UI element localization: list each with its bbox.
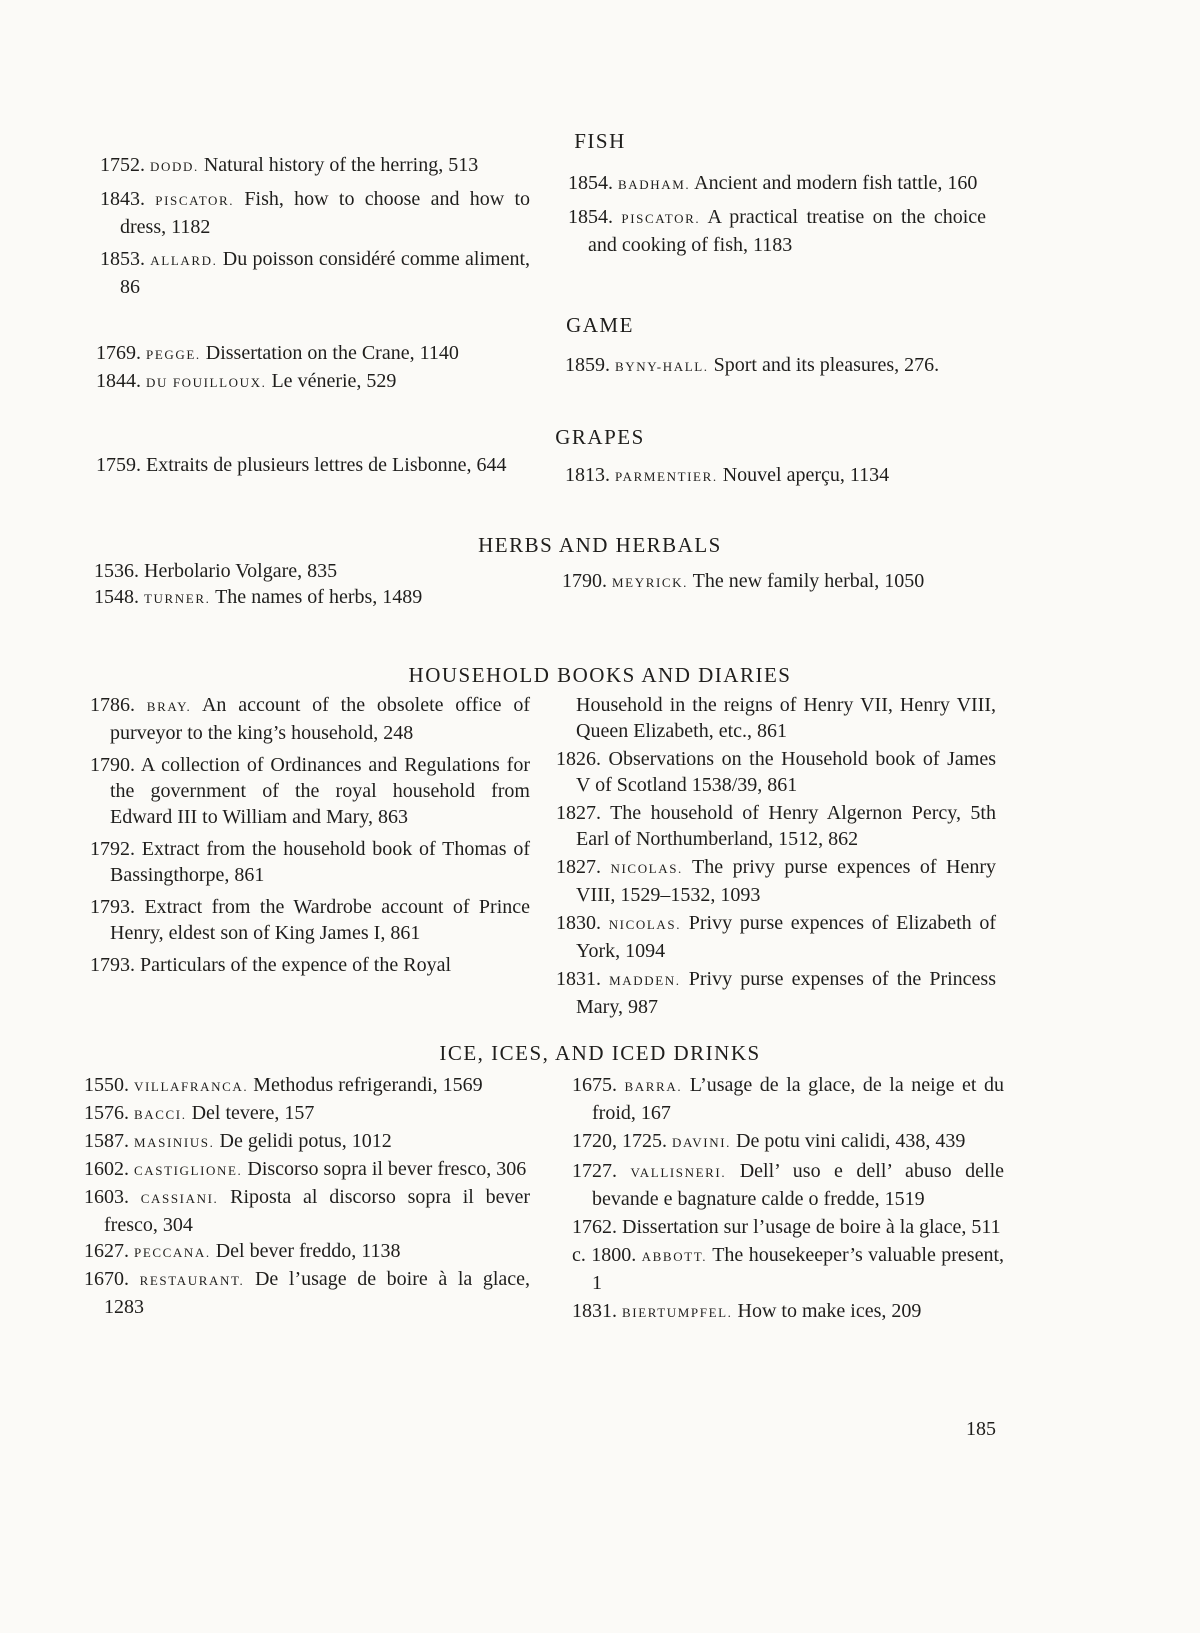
entry-author: ABBOTT. bbox=[641, 1249, 708, 1264]
entry-title: Household in the reigns of Henry VII, Henry VIII, Queen Elizabeth, etc., 861 bbox=[576, 694, 996, 742]
entry-year: 1831. bbox=[572, 1300, 617, 1322]
entry-year: 1843. bbox=[100, 188, 145, 210]
entry-title: Extraits de plusieurs lettres de Lisbonne, 644 bbox=[146, 454, 507, 476]
list-item bbox=[90, 752, 530, 830]
entry-title: The names of herbs, 1489 bbox=[215, 586, 423, 608]
list-item bbox=[572, 1072, 1004, 1126]
entry-title: De l’usage de boire à la glace, 1283 bbox=[104, 1268, 531, 1318]
entry-year: 1602. bbox=[84, 1158, 129, 1180]
section-heading-grapes: GRAPES bbox=[555, 425, 645, 449]
entry-year: 1854. bbox=[568, 206, 613, 228]
entry-title: Extract from the Wardrobe account of Prince Henry, eldest son of King James I, 861 bbox=[110, 896, 531, 944]
entry-author: PISCATOR. bbox=[155, 193, 235, 208]
entry-author: PISCATOR. bbox=[621, 211, 701, 226]
list-item bbox=[568, 170, 986, 198]
entry-title: Del tevere, 157 bbox=[191, 1102, 315, 1124]
entry-author: NICOLAS. bbox=[608, 917, 682, 932]
entry-year: 1727. bbox=[572, 1160, 617, 1182]
entry-title: Dissertation on the Crane, 1140 bbox=[205, 342, 459, 364]
entry-author: ALLARD. bbox=[150, 253, 218, 268]
household-right-column bbox=[556, 692, 996, 1022]
section-heading-fish: FISH bbox=[574, 129, 626, 153]
entry-title: Dell’ uso e dell’ abuso delle bevande e bagnature calde o fredde, 1519 bbox=[592, 1160, 1005, 1210]
list-item bbox=[572, 1298, 1004, 1326]
grapes-right-column bbox=[565, 462, 995, 496]
entry-title: Le vénerie, 529 bbox=[271, 370, 397, 392]
entry-year: 1827. bbox=[556, 856, 601, 878]
list-item bbox=[565, 352, 995, 380]
entry-author: NICOLAS. bbox=[610, 861, 683, 876]
entry-year: 1759. bbox=[96, 454, 141, 476]
entry-author: TURNER. bbox=[144, 591, 211, 606]
entry-year: 1603. bbox=[84, 1186, 129, 1208]
entry-year: 1793. bbox=[90, 896, 135, 918]
list-item bbox=[84, 1184, 530, 1238]
entry-author: BACCI. bbox=[134, 1107, 187, 1122]
entry-year: 1792. bbox=[90, 838, 135, 860]
list-item bbox=[572, 1158, 1004, 1212]
entry-year: 1587. bbox=[84, 1130, 129, 1152]
ice-right-column bbox=[572, 1072, 1004, 1328]
entry-author: BARRA. bbox=[624, 1079, 683, 1094]
entry-author: BADHAM. bbox=[618, 177, 691, 192]
section-heading-herbs: HERBS AND HERBALS bbox=[478, 533, 722, 557]
entry-year: 1831. bbox=[556, 968, 601, 990]
entry-author: BYNY-HALL. bbox=[615, 359, 709, 374]
list-item bbox=[84, 1100, 530, 1128]
ice-left-column bbox=[84, 1072, 530, 1320]
entry-title: L’usage de la glace, de la neige et du froid, 167 bbox=[592, 1074, 1005, 1124]
entry-year: 1720, 1725. bbox=[572, 1130, 667, 1152]
list-item bbox=[90, 836, 530, 888]
entry-title: Herbolario Volgare, 835 bbox=[144, 560, 338, 582]
list-item bbox=[94, 584, 530, 612]
entry-title: Ancient and modern fish tattle, 160 bbox=[694, 172, 978, 194]
list-item bbox=[562, 568, 996, 596]
list-item bbox=[90, 952, 530, 978]
list-item bbox=[84, 1128, 530, 1156]
entry-author: DU FOUILLOUX. bbox=[146, 375, 267, 390]
entry-year: 1830. bbox=[556, 912, 601, 934]
entry-title: A practical treatise on the choice and cooking of fish, 1183 bbox=[588, 206, 987, 256]
entry-year: 1813. bbox=[565, 464, 610, 486]
list-item bbox=[100, 152, 530, 180]
entry-author: PEGGE. bbox=[146, 347, 201, 362]
entry-title: The housekeeper’s valuable present, 1 bbox=[592, 1244, 1004, 1294]
entry-year: 1627. bbox=[84, 1240, 129, 1262]
entry-year: 1762. bbox=[572, 1216, 617, 1238]
list-item bbox=[556, 800, 996, 852]
list-item bbox=[96, 368, 530, 396]
section-heading-household: HOUSEHOLD BOOKS AND DIARIES bbox=[408, 663, 792, 687]
entry-year: 1548. bbox=[94, 586, 139, 608]
entry-author: DODD. bbox=[150, 159, 199, 174]
entry-title: Nouvel aperçu, 1134 bbox=[722, 464, 890, 486]
entry-year: 1550. bbox=[84, 1074, 129, 1096]
list-item bbox=[84, 1072, 530, 1100]
game-left-column bbox=[96, 340, 530, 402]
entry-title: Observations on the Household book of James V of Scotland 1538/39, 861 bbox=[576, 748, 996, 796]
entry-author: BRAY. bbox=[146, 699, 192, 714]
entry-title: The privy purse expences of Henry VIII, 1529–1532, 1093 bbox=[576, 856, 997, 906]
entry-year: 1827. bbox=[556, 802, 601, 824]
entry-year: 1786. bbox=[90, 694, 135, 716]
entry-author: PECCANA. bbox=[134, 1245, 211, 1260]
entry-author: VALLISNERI. bbox=[630, 1165, 727, 1180]
list-item bbox=[100, 186, 530, 240]
entry-year: 1793. bbox=[90, 954, 135, 976]
entry-author: MASINIUS. bbox=[134, 1135, 215, 1150]
list-item bbox=[90, 894, 530, 946]
entry-author: VILLAFRANCA. bbox=[134, 1079, 249, 1094]
entry-author: BIERTUMPFEL. bbox=[622, 1305, 733, 1320]
entry-author: DAVINI. bbox=[672, 1135, 731, 1150]
list-item bbox=[100, 246, 530, 300]
entry-author: CASTIGLIONE. bbox=[134, 1163, 243, 1178]
entry-year: 1854. bbox=[568, 172, 613, 194]
list-item bbox=[572, 1214, 1004, 1240]
section-heading-game: GAME bbox=[566, 313, 634, 337]
entry-author: MADDEN. bbox=[609, 973, 681, 988]
entry-year: 1853. bbox=[100, 248, 145, 270]
entry-title: Du poisson considéré comme aliment, 86 bbox=[120, 248, 530, 298]
list-item bbox=[572, 1242, 1004, 1296]
entry-year: 1844. bbox=[96, 370, 141, 392]
herbs-left-column bbox=[94, 558, 530, 618]
entry-title: Extract from the household book of Thomas of Bassingthorpe, 861 bbox=[110, 838, 530, 886]
entry-author: RESTAURANT. bbox=[139, 1273, 245, 1288]
fish-left-column bbox=[100, 152, 530, 306]
list-item bbox=[84, 1156, 530, 1184]
page-number: 185 bbox=[966, 1418, 996, 1440]
list-item bbox=[556, 746, 996, 798]
entry-year: c. 1800. bbox=[572, 1244, 637, 1266]
list-item bbox=[90, 692, 530, 746]
herbs-right-column bbox=[562, 568, 996, 602]
entry-year: 1675. bbox=[572, 1074, 617, 1096]
entry-title: Methodus refrigerandi, 1569 bbox=[253, 1074, 483, 1096]
entry-title: How to make ices, 209 bbox=[737, 1300, 922, 1322]
entry-year: 1790. bbox=[90, 754, 135, 776]
entry-year: 1536. bbox=[94, 560, 139, 582]
entry-title: Discorso sopra il bever fresco, 306 bbox=[247, 1158, 527, 1180]
list-item-continued bbox=[556, 692, 996, 744]
list-item bbox=[84, 1266, 530, 1320]
grapes-left-column bbox=[96, 452, 530, 484]
entry-year: 1670. bbox=[84, 1268, 129, 1290]
entry-title: Dissertation sur l’usage de boire à la glace, 511 bbox=[622, 1216, 1001, 1238]
list-item bbox=[565, 462, 995, 490]
entry-title: Del bever freddo, 1138 bbox=[215, 1240, 401, 1262]
entry-title: A collection of Ordinances and Regulations for the government of the royal household from Edward III to William and Mary, 863 bbox=[110, 754, 530, 828]
fish-right-column bbox=[568, 170, 986, 264]
entry-title: An account of the obsolete office of purveyor to the king’s household, 248 bbox=[110, 694, 530, 744]
entry-title: Fish, how to choose and how to dress, 1182 bbox=[120, 188, 531, 238]
entry-author: CASSIANI. bbox=[140, 1191, 219, 1206]
entry-year: 1826. bbox=[556, 748, 601, 770]
entry-year: 1790. bbox=[562, 570, 607, 592]
entry-title: Privy purse expences of Elizabeth of York, 1094 bbox=[576, 912, 996, 962]
entry-title: The new family herbal, 1050 bbox=[692, 570, 925, 592]
entry-author: PARMENTIER. bbox=[615, 469, 718, 484]
list-item bbox=[556, 910, 996, 964]
entry-title: Riposta al discorso sopra il bever fresco, 304 bbox=[104, 1186, 531, 1236]
entry-title: Natural history of the herring, 513 bbox=[203, 154, 479, 176]
entry-title: De gelidi potus, 1012 bbox=[219, 1130, 392, 1152]
entry-author: MEYRICK. bbox=[612, 575, 688, 590]
entry-title: The household of Henry Algernon Percy, 5th Earl of Northumberland, 1512, 862 bbox=[576, 802, 996, 850]
list-item bbox=[568, 204, 986, 258]
entry-year: 1769. bbox=[96, 342, 141, 364]
section-heading-ice: ICE, ICES, AND ICED DRINKS bbox=[439, 1041, 761, 1065]
list-item bbox=[96, 340, 530, 368]
entry-title: Privy purse expenses of the Princess Mary, 987 bbox=[576, 968, 996, 1018]
entry-year: 1752. bbox=[100, 154, 145, 176]
game-right-column bbox=[565, 352, 995, 386]
list-item bbox=[84, 1238, 530, 1266]
household-left-column bbox=[90, 692, 530, 984]
list-item bbox=[96, 452, 530, 478]
entry-title: Particulars of the expence of the Royal bbox=[140, 954, 451, 976]
entry-year: 1576. bbox=[84, 1102, 129, 1124]
list-item bbox=[556, 966, 996, 1020]
entry-title: De potu vini calidi, 438, 439 bbox=[736, 1130, 966, 1152]
entry-year: 1859. bbox=[565, 354, 610, 376]
list-item bbox=[572, 1128, 1004, 1156]
entry-title: Sport and its pleasures, 276. bbox=[713, 354, 940, 376]
list-item bbox=[556, 854, 996, 908]
list-item bbox=[94, 558, 530, 584]
